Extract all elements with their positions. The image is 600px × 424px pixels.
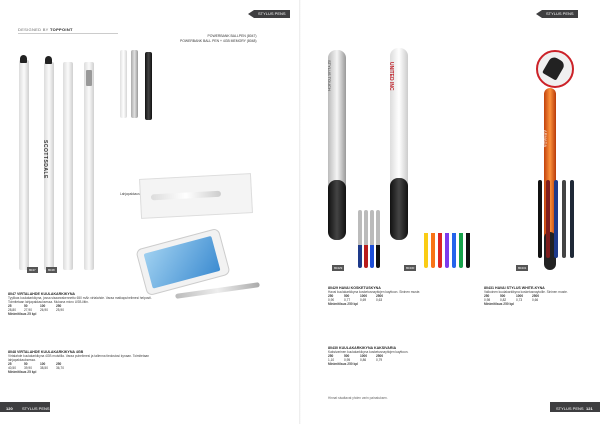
price: 0,66 [532,298,539,302]
phone-screen [144,236,221,289]
header-tab-tip [536,10,542,18]
pen-brand-1: STYLUS TOUCH [327,60,332,91]
gift-box [139,173,253,219]
code-badge: 8047 [29,268,36,272]
swatch-green [459,180,463,268]
min-order: Minimitilaus 250 kpl [484,302,515,306]
pen-in-box [151,191,221,201]
qty: 250 [56,362,62,366]
swatch-black-3 [538,180,542,258]
qty: 100 [40,362,46,366]
price: 39,90 [24,366,32,370]
swatch-navy [554,180,558,258]
swatch-red [364,210,368,268]
pen-small-black [145,52,152,120]
product-block-8048 [8,350,158,374]
price: 38,50 [40,366,48,370]
qty: 250 [328,294,334,298]
code-badge: 80431 [518,266,527,270]
swatch-darkred [546,180,550,258]
product-desc: Valkoinen kuulakarkikyna kosketusnaytoille. Sininen muste. [484,290,568,294]
designed-by-label: DESIGNED BY [18,27,49,32]
swatch-orange [431,180,435,268]
swatch-blue [358,210,362,268]
stylus-tip-2 [45,56,52,64]
price: 0,98 [484,298,491,302]
price: 0,90 [328,298,335,302]
product-block-8047 [8,292,158,316]
variant-labels [180,34,257,44]
product-desc: Kaksivarinen kuulakarkikyna kosketusnayttojen kayttoon. [328,350,409,354]
footer-tab: STYLUS PENS [556,406,584,411]
swatch-blue-2 [452,180,456,268]
price: 36,70 [56,366,64,370]
pen-brand-3: ARMADA [543,130,548,148]
min-order: Minimitilaus 250 kpl [328,362,359,366]
product-block-80429 [328,286,428,306]
pen-small-white [120,50,127,118]
code-badge-2: 8048 [48,268,55,272]
usb-connector [86,70,92,86]
code-badge: 80430 [406,266,415,270]
qty: 1000 [360,354,368,358]
product-title: 80429 HAVAI KOSKETUSKYNA [328,286,381,290]
swatch-purple [445,180,449,268]
code-badge: 80429 [334,266,343,270]
variant-label-1: POWERBANK BALLPEN (8047) [207,34,257,38]
pen-imprint-logo: SCOTTSDALE [42,140,48,179]
qty: 25 [8,362,12,366]
qty: 25 [8,304,12,308]
product-desc: Tyylikas kuulakarkikyna, jossa sisaanrakennettu 650 mAh virtalahde. Varaa matkapuhelimesi helposti. Toimitetaan lahjapakkauksessa. Mukana micro USB-liitin. [8,296,152,304]
pen-8048-open [84,62,94,270]
price: 26,90 [40,308,48,312]
product-title: 80431 HAVAI STYLUS WHITE-KYNA [484,286,545,290]
footnote: Hinnat sisaltavat yhden varin painatuksen. [328,396,388,400]
header-tab: STYLUS PENS [542,10,578,18]
swatch-red-2 [438,180,442,268]
price: 0,77 [344,298,351,302]
qty: 500 [344,294,350,298]
header-tab-tip [248,10,254,18]
price: 0,82 [500,298,507,302]
min-order: Minimitilaus 25 kpl [8,370,37,374]
header-tab: STYLUS PENS [254,10,290,18]
qty: 250 [484,294,490,298]
product-title: 8047 VIRTALAHDE KUULAKARKIKYNA [8,292,76,296]
price: 25,90 [56,308,64,312]
case-label: Lahjapakkaus [120,192,140,196]
pen-8047-large [19,60,29,270]
product-desc: Virtalahde kuulakarkikyna 4GB muistilla. Varaa puhelimesi ja tallenna tiedostosi kynaan. Toimitetaan lahjapakkauksessa. [8,354,150,362]
price: 0,86 [360,358,367,362]
smartphone [135,228,230,297]
product-block-80431 [484,286,584,306]
swatch-black-2 [466,180,470,268]
designer-name: TOPPOINT [50,27,73,32]
price: 0,69 [360,298,367,302]
qty: 2500 [376,354,384,358]
product-desc: Havai kuulakarkikyna kosketusnayttojen kayttoon. Sininen muste. [328,290,421,294]
min-order: Minimitilaus 25 kpl [8,312,37,316]
stylus-detail [542,55,566,80]
price: 0,63 [376,298,383,302]
qty: 1000 [360,294,368,298]
qty: 2500 [376,294,384,298]
qty: 2500 [532,294,540,298]
swatch-yellow [424,180,428,268]
pen-small-silver [131,50,138,118]
divider [18,33,118,34]
qty: 500 [500,294,506,298]
pen-80429-grip [328,180,346,240]
page-number: 120 [6,406,13,411]
pen-80430-grip [390,178,408,240]
stylus-tip [20,55,27,63]
price: 0,79 [376,358,383,362]
detail-circle [536,50,574,88]
price: 0,95 [344,358,351,362]
product-block-80430 [328,346,438,366]
page-number: 121 [586,406,593,411]
pen-8047-open [63,62,73,270]
swatch-lightblue [370,210,374,268]
swatch-dark [570,180,574,258]
qty: 250 [56,304,62,308]
product-title: 80430 KUULAKARKIKYNA KAKSIVARIA [328,346,397,350]
price: 1,10 [328,358,335,362]
qty: 50 [24,362,28,366]
qty: 1000 [516,294,524,298]
pen-brand-2: UNITED INC [388,62,394,91]
swatch-gray [562,180,566,258]
min-order: Minimitilaus 250 kpl [328,302,359,306]
qty: 50 [24,304,28,308]
qty: 100 [40,304,46,308]
footer-tab: STYLUS PENS [22,406,50,411]
swatch-black [376,210,380,268]
price: 27,90 [24,308,32,312]
variant-label-2: POWERBANK BALL PEN + 4GB MEMORY (8048) [180,39,257,43]
right-page [300,0,600,424]
designer-line [18,27,73,32]
price: 0,73 [516,298,523,302]
price: 40,50 [8,366,16,370]
product-title: 8048 VIRTALAHDE KUULAKARKIKYNA 4GB [8,350,84,354]
qty: 250 [328,354,334,358]
price: 28,80 [8,308,16,312]
qty: 500 [344,354,350,358]
